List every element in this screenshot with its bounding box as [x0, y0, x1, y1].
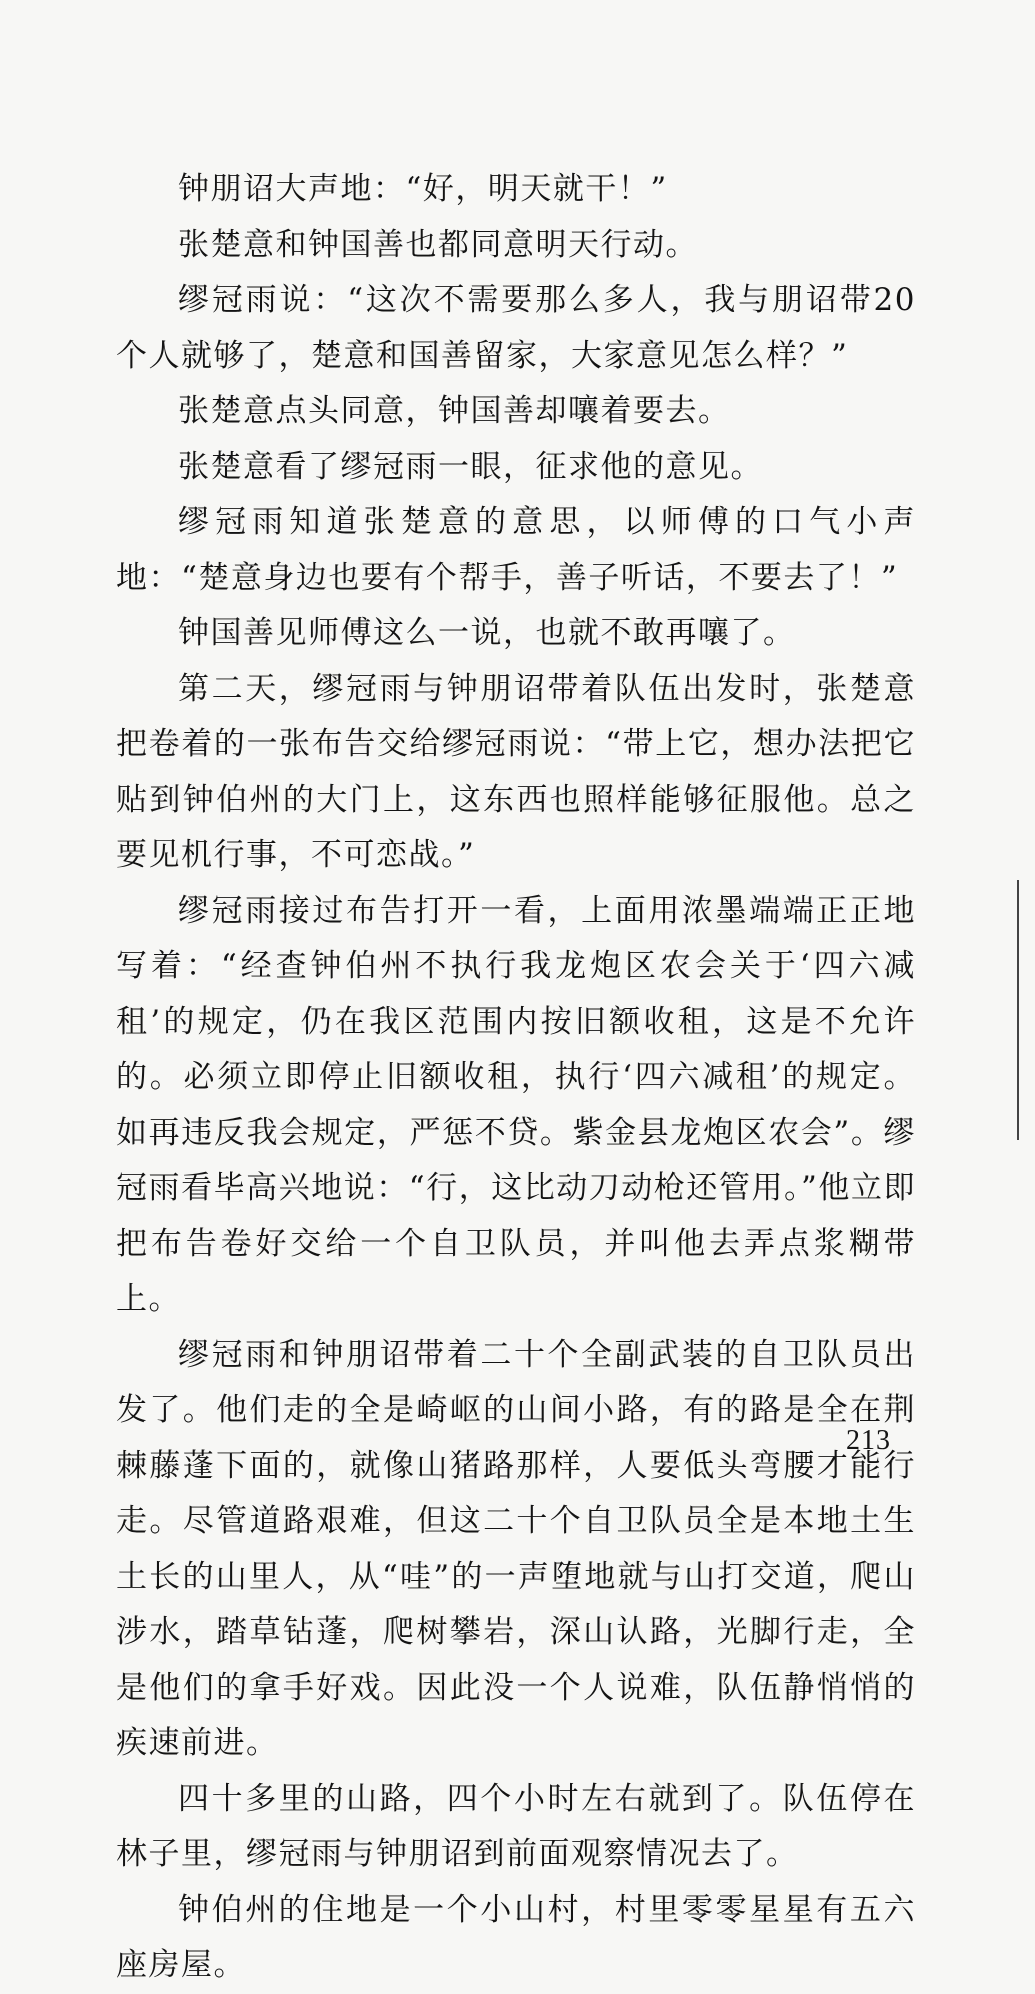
paragraph-6: 缪冠雨知道张楚意的意思，以师傅的口气小声地：“楚意身边也要有个帮手，善子听话，不要去了！”	[116, 504, 916, 596]
scan-edge-line	[1017, 880, 1019, 1140]
paragraph-4: 张楚意点头同意，钟国善却嚷着要去。	[178, 393, 731, 429]
body-text	[116, 162, 916, 1994]
paragraph-5: 张楚意看了缪冠雨一眼，征求他的意见。	[178, 448, 763, 485]
paragraph-9: 缪冠雨接过布告打开一看，上面用浓墨端端正正地写着：“经查钟伯州不执行我龙炮区农会关于‘四六减租’的规定，仍在我区范围内按旧额收租，这是不允许的。必须立即停止旧额收租，执行‘四六减租’的规定。如再违反我会规定，严惩不贷。紫金县龙炮区农会”。缪冠雨看毕高兴地说：“行，这比动刀动枪还管用。”他立即把布告卷好交给一个自卫队员，并叫他去弄点浆糊带上。	[116, 892, 916, 1317]
paragraph-12: 钟伯州的住地是一个小山村，村里零零星星有五六座房屋。	[116, 1891, 916, 1983]
paragraph-10: 缪冠雨和钟朋诏带着二十个全副武装的自卫队员出发了。他们走的全是崎岖的山间小路，有的路是全在荆棘藤蓬下面的，就像山猪路那样，人要低头弯腰才能行走。尽管道路艰难，但这二十个自卫队员全是本地土生土长的山里人，从“哇”的一声堕地就与山打交道，爬山涉水，踏草钻蓬，爬树攀岩，深山认路，光脚行走，全是他们的拿手好戏。因此没一个人说难，队伍静悄悄的疾速前进。	[116, 1336, 916, 1761]
paragraph-8: 第二天，缪冠雨与钟朋诏带着队伍出发时，张楚意把卷着的一张布告交给缪冠雨说：“带上它，想办法把它贴到钟伯州的大门上，这东西也照样能够征服他。总之要见机行事，不可恋战。”	[116, 670, 916, 873]
paragraph-3: 缪冠雨说：“这次不需要那么多人，我与朋诏带20个人就够了，楚意和国善留家，大家意见怎么样？”	[116, 282, 916, 374]
page-number: 213	[846, 1425, 891, 1456]
paragraph-7: 钟国善见师傅这么一说，也就不敢再嚷了。	[178, 615, 796, 651]
paragraph-1: 钟朋诏大声地：“好，明天就干！”	[178, 171, 668, 207]
paragraph-2: 张楚意和钟国善也都同意明天行动。	[178, 226, 698, 263]
paragraph-11: 四十多里的山路，四个小时左右就到了。队伍停在林子里，缪冠雨与钟朋诏到前面观察情况去了。	[116, 1780, 916, 1872]
